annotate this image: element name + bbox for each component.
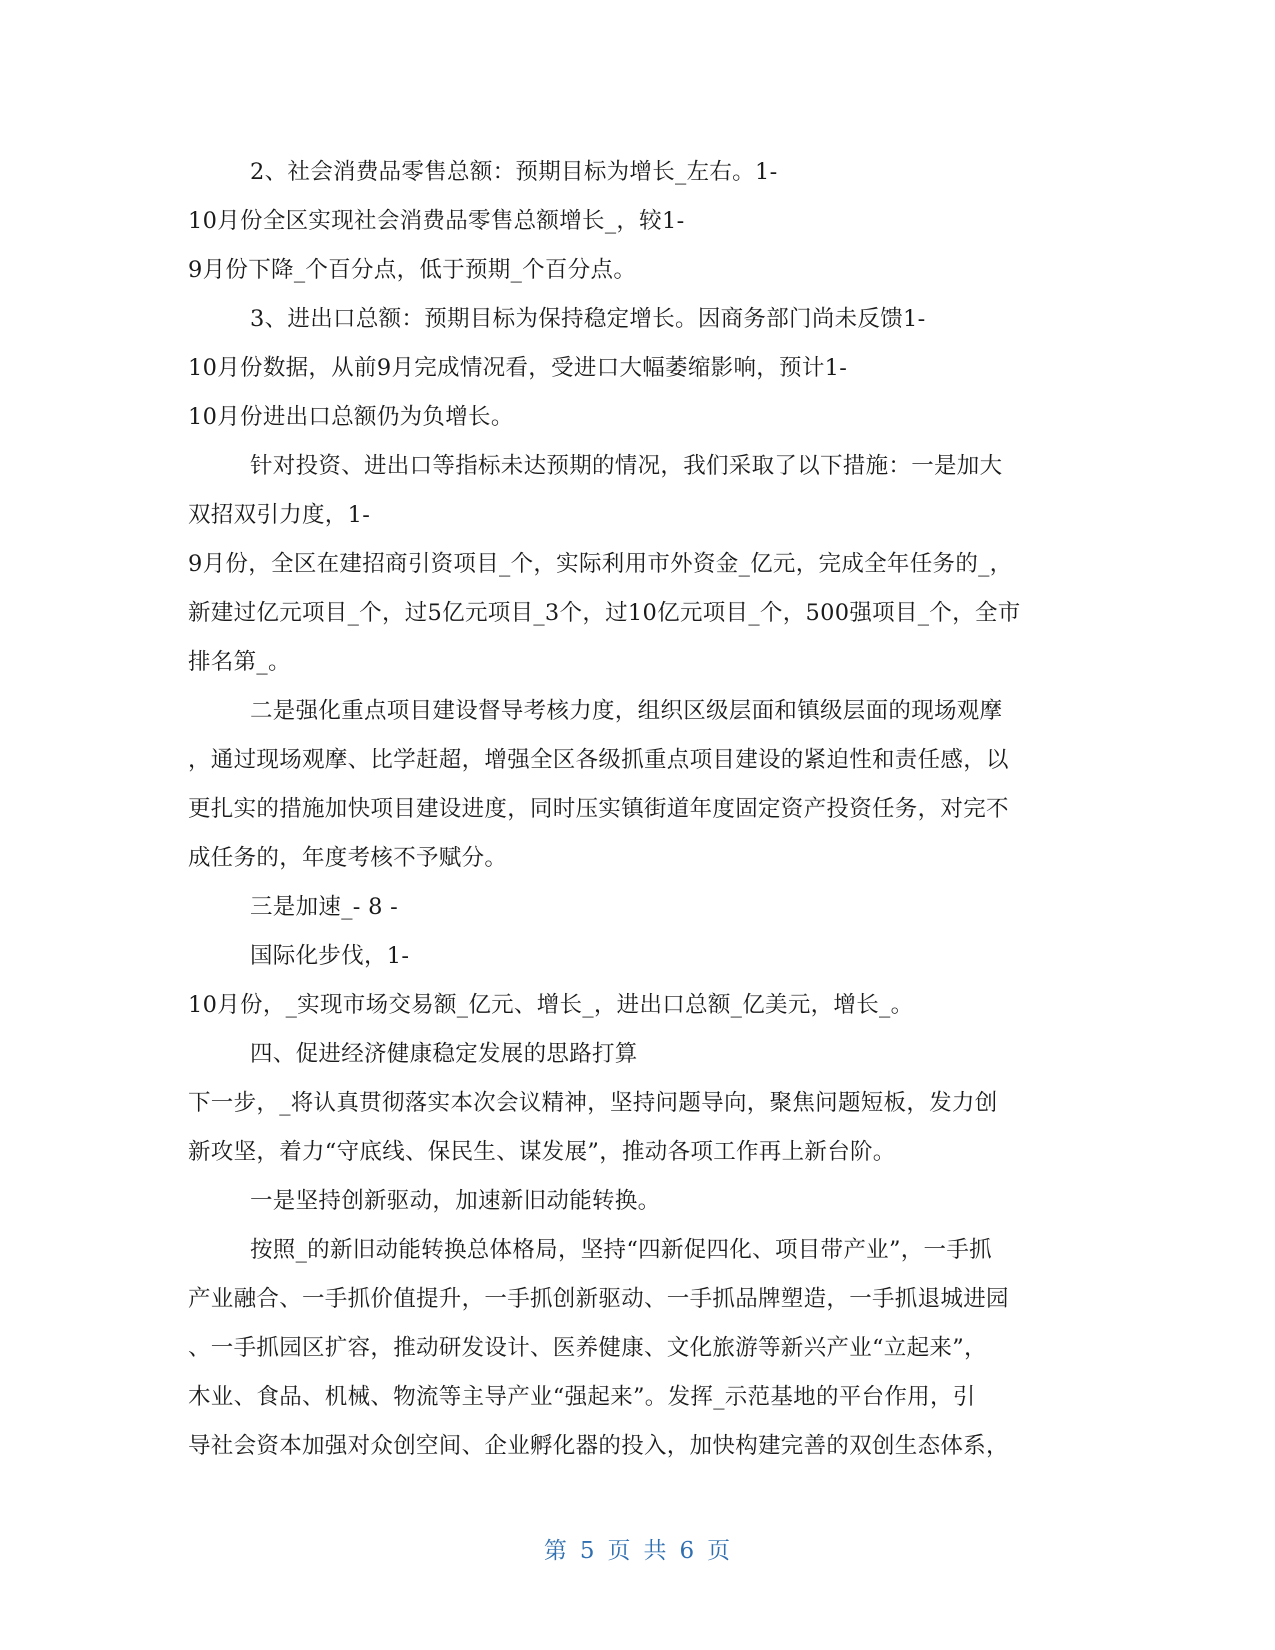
footer-page-unit: 页	[607, 1538, 632, 1564]
text-line: 排名第_。	[188, 649, 291, 675]
footer-page-label: 第	[543, 1538, 568, 1564]
text-line: 导社会资本加强对众创空间、企业孵化器的投入，加快构建完善的双创生态体系，	[188, 1433, 1009, 1459]
text-line: 更扎实的措施加快项目建设进度，同时压实镇街道年度固定资产投资任务，对完不	[188, 796, 1009, 822]
text-line: 10月份进出口总额仍为负增长。	[188, 404, 514, 430]
text-line: 针对投资、进出口等指标未达预期的情况，我们采取了以下措施：一是加大	[250, 453, 1003, 479]
text-line: 成任务的，年度考核不予赋分。	[188, 845, 508, 871]
text-line: 10月份，_实现市场交易额_亿元、增长_，进出口总额_亿美元，增长_。	[188, 992, 914, 1018]
page-footer	[0, 1532, 1275, 1565]
footer-total-unit: 页	[707, 1538, 732, 1564]
text-line: 2、社会消费品零售总额：预期目标为增长_左右。1-	[250, 159, 778, 185]
text-line: 二是强化重点项目建设督导考核力度，组织区级层面和镇级层面的现场观摩	[250, 698, 1003, 724]
footer-total-label: 共	[643, 1538, 668, 1564]
text-line: 三是加速_- 8 -	[250, 894, 399, 920]
text-line: 、一手抓园区扩容，推动研发设计、医养健康、文化旅游等新兴产业“立起来”，	[188, 1335, 987, 1361]
text-line: 木业、食品、机械、物流等主导产业“强起来”。发挥_示范基地的平台作用，引	[188, 1384, 976, 1410]
text-line: 国际化步伐，1-	[250, 943, 410, 969]
footer-total-pages: 6	[679, 1538, 696, 1564]
section-heading: 四、促进经济健康稳定发展的思路打算	[250, 1041, 638, 1067]
document-body	[188, 148, 1088, 1471]
text-line: 新建过亿元项目_个，过5亿元项目_3个，过10亿元项目_个，500强项目_个，全市	[188, 600, 1021, 626]
text-line: 新攻坚，着力“守底线、保民生、谋发展”，推动各项工作再上新台阶。	[188, 1139, 896, 1165]
text-line: 下一步，_将认真贯彻落实本次会议精神，坚持问题导向，聚焦问题短板，发力创	[188, 1090, 998, 1116]
text-line: 9月份，全区在建招商引资项目_个，实际利用市外资金_亿元，完成全年任务的_，	[188, 551, 1013, 577]
text-line: ，通过现场观摩、比学赶超，增强全区各级抓重点项目建设的紧迫性和责任感，以	[188, 747, 1009, 773]
text-line: 10月份全区实现社会消费品零售总额增长_，较1-	[188, 208, 685, 234]
text-line: 9月份下降_个百分点，低于预期_个百分点。	[188, 257, 637, 283]
text-line: 按照_的新旧动能转换总体格局，坚持“四新促四化、项目带产业”，一手抓	[250, 1237, 992, 1263]
text-line: 产业融合、一手抓价值提升，一手抓创新驱动、一手抓品牌塑造，一手抓退城进园	[188, 1286, 1009, 1312]
text-line: 双招双引力度，1-	[188, 502, 371, 528]
footer-current-page: 5	[579, 1538, 596, 1564]
text-line: 一是坚持创新驱动，加速新旧动能转换。	[250, 1188, 661, 1214]
text-line: 3、进出口总额：预期目标为保持稳定增长。因商务部门尚未反馈1-	[250, 306, 926, 332]
text-line: 10月份数据，从前9月完成情况看，受进口大幅萎缩影响，预计1-	[188, 355, 848, 381]
